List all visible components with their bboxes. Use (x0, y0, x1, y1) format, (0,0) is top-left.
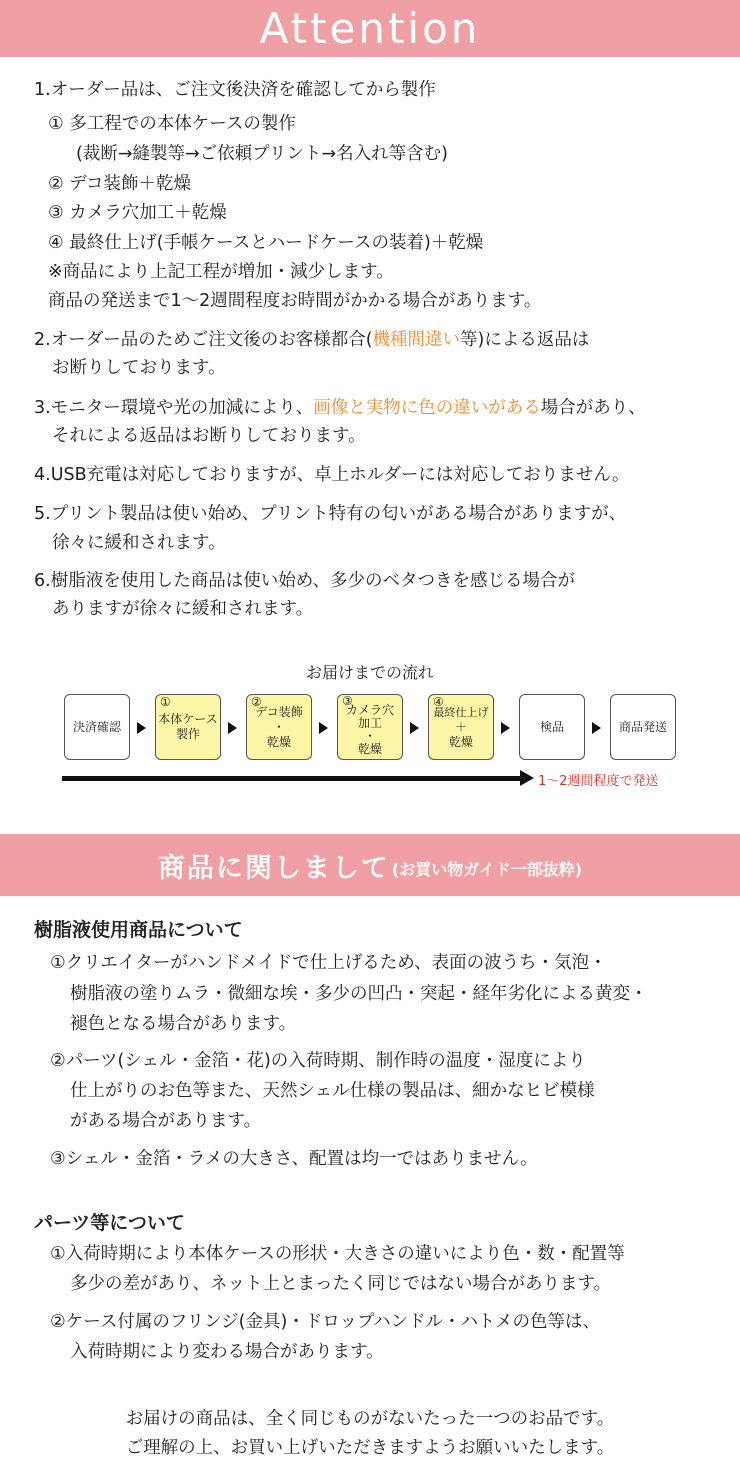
flow-step-label: 乾燥 (266, 734, 291, 749)
closing-line: お届けの商品は、全く同じものがないたった一つのお品です。 (125, 1409, 615, 1429)
item2-line2: お断りしております。 (52, 358, 226, 378)
item1-note: ※商品により上記工程が増加・減少します。 (48, 262, 394, 282)
parts-line: ①入荷時期により本体ケースの形状・大きさの違いにより色・数・配置等 (50, 1244, 625, 1264)
flow-step-label: デコ装飾 (255, 704, 303, 719)
flow-step-shipping (610, 694, 676, 760)
duration-arrow-icon (520, 770, 534, 786)
flow-arrow-icon (137, 722, 146, 734)
item3-text: 3.モニター環境や光の加減により、 (34, 398, 314, 418)
item3-line1 (34, 397, 646, 419)
item2-text: 等)による返品は (460, 330, 590, 350)
parts-heading: パーツ等について (34, 1212, 185, 1234)
duration-note: 1〜2週間程度で発送 (538, 774, 659, 789)
parts-line: 多少の差があり、ネット上とまったく同じではない場合があります。 (70, 1274, 612, 1294)
flow-step-inspection (519, 694, 585, 760)
resin-line: 樹脂液の塗りムラ・微細な埃・多少の凹凸・突起・経年劣化による黄変・ (70, 984, 648, 1004)
flow-step-number: ④ (433, 695, 444, 709)
item1-step: (裁断→縫製等→ご依頼プリント→名入れ等含む) (76, 144, 448, 164)
flow-step-number: ③ (342, 694, 353, 708)
flow-step-deco (246, 694, 312, 760)
flow-step-finish (428, 694, 494, 760)
item1-step: ② デコ装飾＋乾燥 (48, 174, 192, 194)
attention-title: Attention (259, 4, 481, 53)
resin-line: がある場合があります。 (70, 1111, 262, 1131)
flow-step-label: ・ (363, 729, 376, 743)
flow-step-label: ＋ (454, 719, 467, 734)
product-info-subtitle: (お買い物ガイド一部抜粋) (391, 859, 583, 879)
attention-banner (0, 0, 740, 57)
parts-line: 入荷時期により変わる場合があります。 (70, 1342, 384, 1362)
item2-highlight: 機種間違い (372, 330, 461, 350)
flow-step-camera (337, 694, 403, 760)
resin-line: 仕上がりのお色等また、天然シェル仕様の製品は、細かなヒビ模様 (70, 1081, 595, 1101)
item5-line1: 5.プリント製品は使い始め、プリント特有の匂いがある場合がありますが、 (34, 504, 627, 524)
flow-step-number: ② (251, 695, 262, 709)
item2-text: 2.オーダー品のためご注文後のお客様都合( (34, 330, 373, 350)
item3-highlight: 画像と実物に色の違いがある (313, 398, 541, 418)
flow-step-label: カメラ穴 (345, 703, 394, 717)
item6-line1: 6.樹脂液を使用した商品は使い始め、多少のベタつきを感じる場合が (34, 571, 575, 591)
item3-line2: それによる返品はお断りしております。 (52, 426, 366, 446)
flow-arrow-icon (319, 722, 328, 734)
flow-step-number: ① (160, 695, 171, 709)
flow-step-label: 本体ケース (158, 712, 218, 726)
flow-step-label: ・ (272, 719, 285, 734)
flow-title: お届けまでの流れ (305, 663, 434, 682)
resin-line: ②パーツ(シェル・金箔・花)の入荷時期、制作時の温度・湿度により (50, 1051, 586, 1071)
flow-arrow-icon (501, 722, 510, 734)
item1-note: 商品の発送まで1〜2週間程度お時間がかかる場合があります。 (48, 291, 542, 311)
flow-step-case (155, 694, 221, 760)
item1-title: 1.オーダー品は、ご注文後決済を確認してから製作 (34, 80, 436, 100)
resin-heading: 樹脂液使用商品について (34, 919, 243, 941)
item1-step: ③ カメラ穴加工＋乾燥 (48, 203, 227, 223)
flow-arrow-icon (228, 722, 237, 734)
item3-text: 場合があり、 (540, 398, 646, 418)
product-info-title: 商品に関しまして (157, 852, 390, 884)
item6-line2: ありますが徐々に緩和されます。 (52, 599, 314, 619)
closing-line: ご理解の上、お買い上げいただきますようお願いいたします。 (125, 1438, 615, 1458)
flow-step-label: 最終仕上げ (433, 705, 489, 719)
item1-step: ① 多工程での本体ケースの製作 (48, 114, 296, 134)
flow-step-label: 乾燥 (448, 734, 473, 749)
item4-line: 4.USB充電は対応しておりますが、卓上ホルダーには対応しておりません。 (34, 465, 630, 485)
duration-arrow-bar (62, 776, 524, 781)
item2-line1 (34, 329, 589, 351)
flow-step-label: 製作 (175, 727, 200, 741)
flow-step-label: 決済確認 (72, 719, 121, 734)
item5-line2: 徐々に緩和されます。 (52, 533, 226, 553)
flow-step-label: 加工 (357, 716, 382, 730)
flow-step-label: 乾燥 (357, 742, 382, 756)
parts-line: ②ケース付属のフリンジ(金具)・ドロップハンドル・ハトメの色等は、 (50, 1312, 601, 1332)
flow-step-label: 商品発送 (618, 719, 667, 734)
flow-step-payment (64, 694, 130, 760)
resin-line: 褪色となる場合があります。 (70, 1014, 297, 1034)
product-info-banner (0, 834, 740, 896)
resin-line: ③シェル・金箔・ラメの大きさ、配置は均一ではありません。 (50, 1149, 538, 1169)
resin-line: ①クリエイターがハンドメイドで仕上げるため、表面の波うち・気泡・ (50, 953, 607, 973)
flow-arrow-icon (592, 722, 601, 734)
item1-step: ④ 最終仕上げ(手帳ケースとハードケースの装着)＋乾燥 (48, 233, 484, 253)
flow-arrow-icon (410, 722, 419, 734)
flow-step-label: 検品 (539, 719, 564, 734)
